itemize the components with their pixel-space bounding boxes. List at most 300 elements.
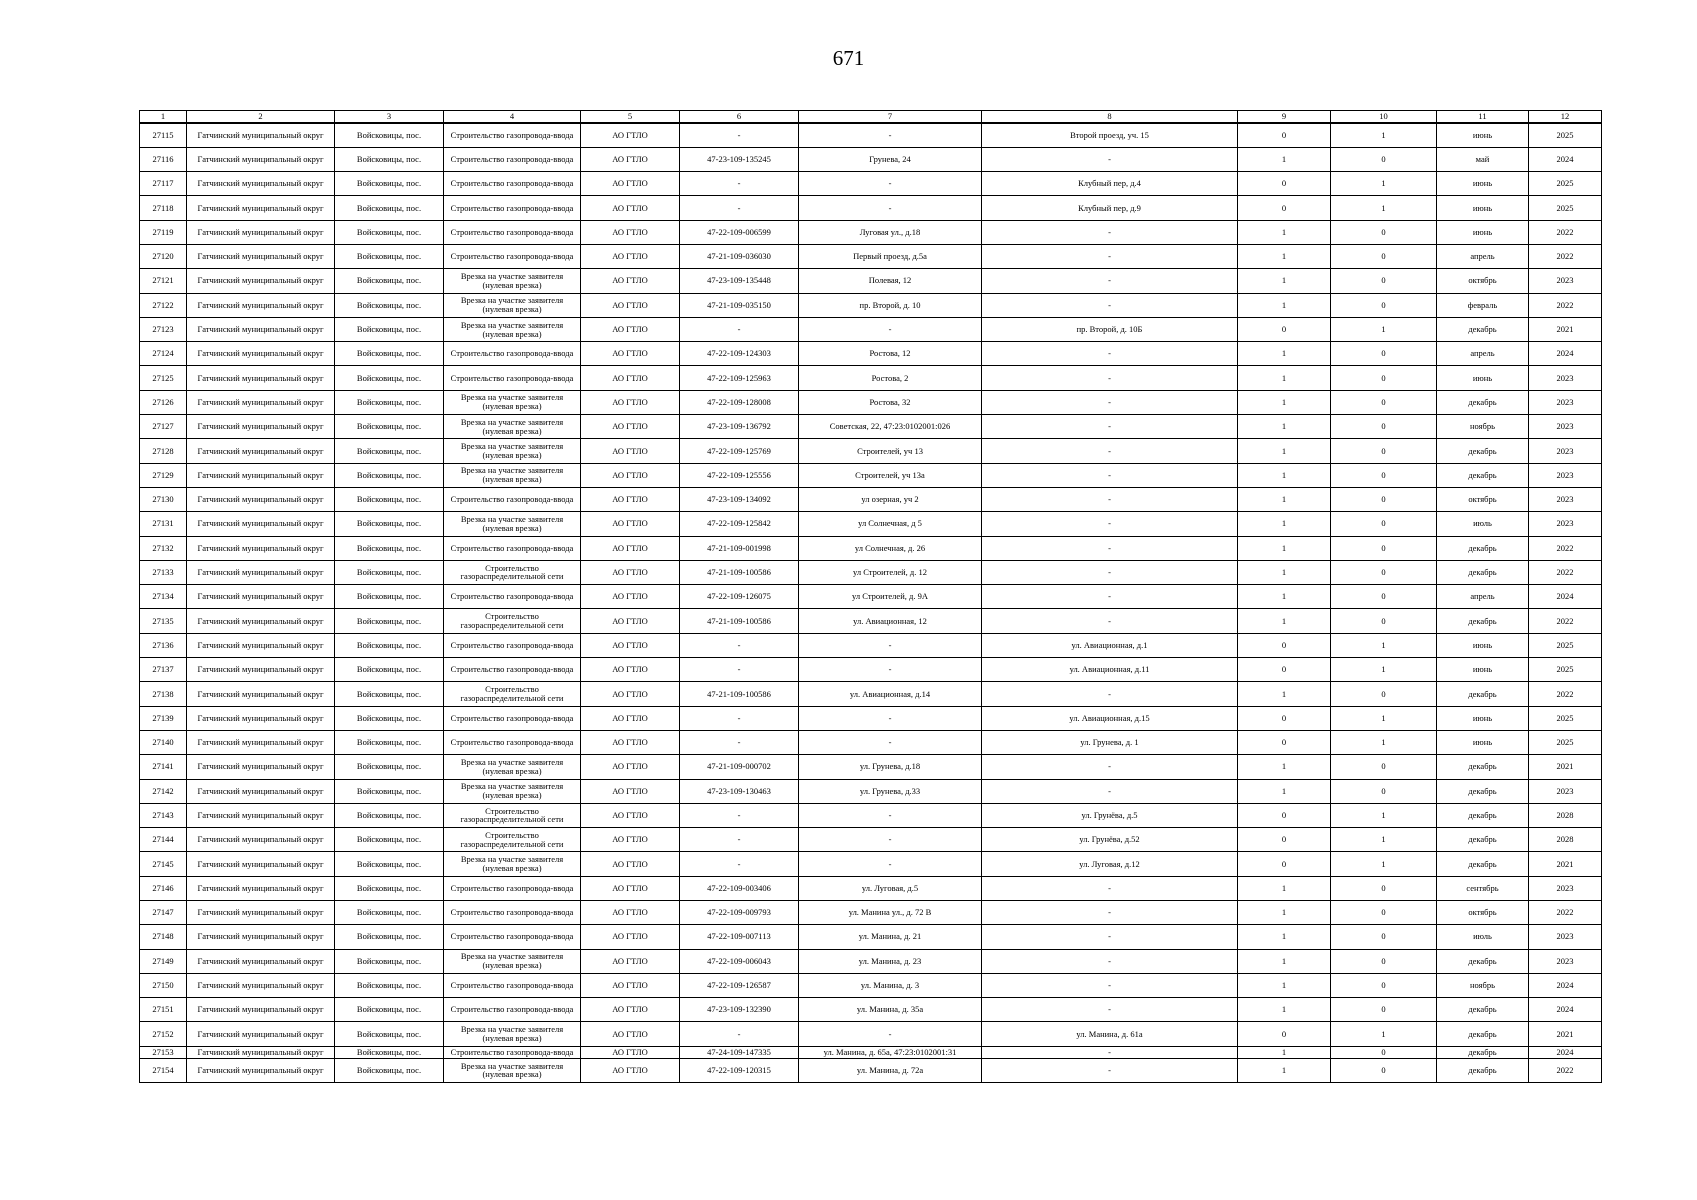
table-cell: АО ГТЛО xyxy=(581,682,680,706)
table-cell: 2024 xyxy=(1529,147,1602,171)
table-cell: 1 xyxy=(1238,536,1331,560)
table-cell: 1 xyxy=(1331,803,1437,827)
table-cell: июнь xyxy=(1437,366,1529,390)
table-cell: АО ГТЛО xyxy=(581,269,680,293)
table-cell: октябрь xyxy=(1437,901,1529,925)
table-cell: Клубный пер, д.4 xyxy=(982,172,1238,196)
table-cell: июль xyxy=(1437,512,1529,536)
table-cell: 0 xyxy=(1238,706,1331,730)
table-cell: 27146 xyxy=(140,876,187,900)
table-cell: АО ГТЛО xyxy=(581,779,680,803)
table-cell: Строительство газопровода-ввода xyxy=(444,366,581,390)
table-cell: 1 xyxy=(1238,147,1331,171)
column-header: 8 xyxy=(982,111,1238,124)
table-cell: 1 xyxy=(1238,220,1331,244)
table-cell: Войсковицы, пос. xyxy=(335,172,444,196)
table-cell: 0 xyxy=(1331,609,1437,633)
table-cell: Гатчинский муниципальный округ xyxy=(187,682,335,706)
column-header: 3 xyxy=(335,111,444,124)
table-cell: Войсковицы, пос. xyxy=(335,1022,444,1046)
table-cell: Войсковицы, пос. xyxy=(335,682,444,706)
table-cell: Войсковицы, пос. xyxy=(335,317,444,341)
column-header: 2 xyxy=(187,111,335,124)
table-cell: Войсковицы, пос. xyxy=(335,633,444,657)
table-cell: 2028 xyxy=(1529,828,1602,852)
table-cell: 2025 xyxy=(1529,706,1602,730)
table-cell: Гатчинский муниципальный округ xyxy=(187,147,335,171)
table-row xyxy=(140,609,1602,633)
table-cell: Гатчинский муниципальный округ xyxy=(187,390,335,414)
column-header: 10 xyxy=(1331,111,1437,124)
table-cell: 0 xyxy=(1331,901,1437,925)
table-cell: - xyxy=(982,949,1238,973)
table-row xyxy=(140,779,1602,803)
table-cell: 1 xyxy=(1238,366,1331,390)
table-cell: - xyxy=(982,779,1238,803)
table-cell: 1 xyxy=(1238,779,1331,803)
table-cell: декабрь xyxy=(1437,852,1529,876)
table-cell: Гатчинский муниципальный округ xyxy=(187,973,335,997)
table-cell: декабрь xyxy=(1437,682,1529,706)
table-cell: 27128 xyxy=(140,439,187,463)
table-cell: Войсковицы, пос. xyxy=(335,828,444,852)
table-cell: 27153 xyxy=(140,1046,187,1058)
table-row xyxy=(140,973,1602,997)
table-cell: Гатчинский муниципальный округ xyxy=(187,585,335,609)
table-cell: 0 xyxy=(1331,487,1437,511)
table-cell: Войсковицы, пос. xyxy=(335,755,444,779)
table-cell: - xyxy=(982,925,1238,949)
table-row xyxy=(140,415,1602,439)
table-cell: 2022 xyxy=(1529,609,1602,633)
table-cell: Строительство газопровода-ввода xyxy=(444,536,581,560)
table-cell: - xyxy=(982,755,1238,779)
table-cell: Гатчинский муниципальный округ xyxy=(187,755,335,779)
table-cell: 47-22-109-126075 xyxy=(680,585,799,609)
table-cell: декабрь xyxy=(1437,998,1529,1022)
table-cell: Гатчинский муниципальный округ xyxy=(187,658,335,682)
table-cell: Гатчинский муниципальный округ xyxy=(187,220,335,244)
column-header: 6 xyxy=(680,111,799,124)
table-row xyxy=(140,682,1602,706)
table-cell: 0 xyxy=(1238,172,1331,196)
table-cell: Гатчинский муниципальный округ xyxy=(187,730,335,754)
table-cell: - xyxy=(680,172,799,196)
table-row xyxy=(140,925,1602,949)
table-cell: - xyxy=(982,147,1238,171)
column-header: 11 xyxy=(1437,111,1529,124)
table-cell: Врезка на участке заявителя (нулевая врезка) xyxy=(444,852,581,876)
table-cell: Гатчинский муниципальный округ xyxy=(187,415,335,439)
table-cell: - xyxy=(982,512,1238,536)
table-cell: 2022 xyxy=(1529,901,1602,925)
table-cell: Гатчинский муниципальный округ xyxy=(187,536,335,560)
table-cell: 0 xyxy=(1331,415,1437,439)
table-cell: ул. Луговая, д.12 xyxy=(982,852,1238,876)
table-cell: 27129 xyxy=(140,463,187,487)
table-cell: 2023 xyxy=(1529,269,1602,293)
table-cell: 0 xyxy=(1238,196,1331,220)
table-cell: 2025 xyxy=(1529,196,1602,220)
table-cell: - xyxy=(799,172,982,196)
table-cell: 1 xyxy=(1238,1046,1331,1058)
table-cell: 1 xyxy=(1238,269,1331,293)
table-cell: Строительство газопровода-ввода xyxy=(444,876,581,900)
table-cell: Врезка на участке заявителя (нулевая врезка) xyxy=(444,512,581,536)
table-cell: 1 xyxy=(1331,706,1437,730)
table-row xyxy=(140,585,1602,609)
table-cell: 2023 xyxy=(1529,439,1602,463)
table-cell: ул. Манина, д. 23 xyxy=(799,949,982,973)
table-cell: ул. Манина, д. 72а xyxy=(799,1058,982,1082)
table-cell: Войсковицы, пос. xyxy=(335,342,444,366)
table-cell: 47-21-109-100586 xyxy=(680,609,799,633)
table-cell: 1 xyxy=(1238,876,1331,900)
table-cell: 0 xyxy=(1331,293,1437,317)
table-cell: АО ГТЛО xyxy=(581,633,680,657)
table-cell: - xyxy=(982,876,1238,900)
table-cell: Войсковицы, пос. xyxy=(335,293,444,317)
table-cell: 0 xyxy=(1331,779,1437,803)
table-cell: Гатчинский муниципальный округ xyxy=(187,269,335,293)
table-cell: 27121 xyxy=(140,269,187,293)
table-cell: 27131 xyxy=(140,512,187,536)
table-cell: ул. Авиационная, д.1 xyxy=(982,633,1238,657)
table-cell: 47-21-109-100586 xyxy=(680,560,799,584)
table-cell: Строительство газопровода-ввода xyxy=(444,487,581,511)
table-cell: Гатчинский муниципальный округ xyxy=(187,925,335,949)
table-cell: Гатчинский муниципальный округ xyxy=(187,317,335,341)
table-cell: - xyxy=(680,317,799,341)
table-cell: - xyxy=(982,415,1238,439)
table-cell: Строительство газопровода-ввода xyxy=(444,196,581,220)
table-cell: Гатчинский муниципальный округ xyxy=(187,706,335,730)
table-row xyxy=(140,244,1602,268)
table-cell: 47-23-109-134092 xyxy=(680,487,799,511)
table-cell: ул Солнечная, д. 26 xyxy=(799,536,982,560)
table-cell: июнь xyxy=(1437,658,1529,682)
table-cell: 2023 xyxy=(1529,487,1602,511)
table-cell: Врезка на участке заявителя (нулевая врезка) xyxy=(444,949,581,973)
table-row xyxy=(140,633,1602,657)
table-cell: Врезка на участке заявителя (нулевая врезка) xyxy=(444,1058,581,1082)
table-cell: апрель xyxy=(1437,585,1529,609)
table-row xyxy=(140,998,1602,1022)
table-cell: Гатчинский муниципальный округ xyxy=(187,487,335,511)
table-cell: 2025 xyxy=(1529,730,1602,754)
table-body xyxy=(140,123,1602,1083)
table-cell: декабрь xyxy=(1437,463,1529,487)
table-cell: 2025 xyxy=(1529,633,1602,657)
table-cell: Войсковицы, пос. xyxy=(335,925,444,949)
table-cell: 1 xyxy=(1238,901,1331,925)
table-row xyxy=(140,487,1602,511)
table-cell: АО ГТЛО xyxy=(581,342,680,366)
table-cell: 0 xyxy=(1331,876,1437,900)
table-cell: Второй проезд, уч. 15 xyxy=(982,123,1238,147)
table-cell: декабрь xyxy=(1437,1022,1529,1046)
table-cell: Строительство газопровода-ввода xyxy=(444,585,581,609)
table-cell: 27124 xyxy=(140,342,187,366)
table-row xyxy=(140,658,1602,682)
table-cell: 2023 xyxy=(1529,925,1602,949)
table-cell: Врезка на участке заявителя (нулевая врезка) xyxy=(444,390,581,414)
table-cell: июнь xyxy=(1437,123,1529,147)
column-header: 5 xyxy=(581,111,680,124)
table-cell: 47-23-109-135448 xyxy=(680,269,799,293)
table-cell: 1 xyxy=(1331,633,1437,657)
table-cell: Войсковицы, пос. xyxy=(335,803,444,827)
table-cell: Войсковицы, пос. xyxy=(335,560,444,584)
table-cell: АО ГТЛО xyxy=(581,585,680,609)
table-cell: Гатчинский муниципальный округ xyxy=(187,463,335,487)
table-cell: АО ГТЛО xyxy=(581,172,680,196)
table-cell: Строительство газораспределительной сети xyxy=(444,682,581,706)
table-cell: декабрь xyxy=(1437,779,1529,803)
table-cell: Врезка на участке заявителя (нулевая врезка) xyxy=(444,269,581,293)
table-cell: июнь xyxy=(1437,172,1529,196)
table-cell: - xyxy=(799,658,982,682)
table-cell: Грунева, 24 xyxy=(799,147,982,171)
table-cell: 47-22-109-125556 xyxy=(680,463,799,487)
table-cell: 0 xyxy=(1331,1058,1437,1082)
table-cell: АО ГТЛО xyxy=(581,366,680,390)
table-cell: 0 xyxy=(1331,366,1437,390)
table-cell: АО ГТЛО xyxy=(581,123,680,147)
table-cell: 2024 xyxy=(1529,342,1602,366)
table-cell: 1 xyxy=(1331,658,1437,682)
table-cell: АО ГТЛО xyxy=(581,1058,680,1082)
table-cell: Войсковицы, пос. xyxy=(335,463,444,487)
table-cell: Врезка на участке заявителя (нулевая врезка) xyxy=(444,415,581,439)
table-cell: Гатчинский муниципальный округ xyxy=(187,633,335,657)
table-cell: 47-23-109-136792 xyxy=(680,415,799,439)
table-cell: 1 xyxy=(1238,609,1331,633)
table-cell: ул. Авиационная, д.14 xyxy=(799,682,982,706)
table-cell: 27119 xyxy=(140,220,187,244)
table-cell: Войсковицы, пос. xyxy=(335,706,444,730)
table-cell: 27126 xyxy=(140,390,187,414)
table-cell: 0 xyxy=(1331,755,1437,779)
table-row xyxy=(140,1058,1602,1082)
table-cell: 47-21-109-036030 xyxy=(680,244,799,268)
table-cell: 1 xyxy=(1238,487,1331,511)
table-cell: Полевая, 12 xyxy=(799,269,982,293)
table-cell: АО ГТЛО xyxy=(581,1046,680,1058)
table-cell: - xyxy=(799,196,982,220)
table-cell: 27142 xyxy=(140,779,187,803)
table-cell: - xyxy=(799,852,982,876)
table-cell: декабрь xyxy=(1437,949,1529,973)
table-cell: - xyxy=(982,269,1238,293)
table-cell: - xyxy=(799,803,982,827)
table-cell: 2024 xyxy=(1529,998,1602,1022)
table-cell: АО ГТЛО xyxy=(581,658,680,682)
table-cell: 47-21-109-035150 xyxy=(680,293,799,317)
table-cell: 0 xyxy=(1331,220,1437,244)
table-cell: 1 xyxy=(1331,1022,1437,1046)
table-cell: АО ГТЛО xyxy=(581,803,680,827)
table-cell: АО ГТЛО xyxy=(581,706,680,730)
table-cell: АО ГТЛО xyxy=(581,439,680,463)
table-cell: Гатчинский муниципальный округ xyxy=(187,1022,335,1046)
table-cell: 2023 xyxy=(1529,366,1602,390)
table-cell: Войсковицы, пос. xyxy=(335,730,444,754)
table-cell: АО ГТЛО xyxy=(581,1022,680,1046)
table-cell: Гатчинский муниципальный округ xyxy=(187,439,335,463)
table-cell: 2025 xyxy=(1529,123,1602,147)
table-cell: 0 xyxy=(1238,123,1331,147)
table-cell: 47-22-109-125963 xyxy=(680,366,799,390)
table-cell: - xyxy=(799,706,982,730)
registry-table xyxy=(139,110,1602,1083)
table-row xyxy=(140,439,1602,463)
table-cell: 1 xyxy=(1238,244,1331,268)
table-cell: АО ГТЛО xyxy=(581,998,680,1022)
column-header: 4 xyxy=(444,111,581,124)
table-cell: 47-23-109-130463 xyxy=(680,779,799,803)
table-cell: пр. Второй, д. 10Б xyxy=(982,317,1238,341)
table-cell: 27151 xyxy=(140,998,187,1022)
table-cell: ул. Авиационная, 12 xyxy=(799,609,982,633)
table-cell: 1 xyxy=(1238,925,1331,949)
table-cell: - xyxy=(799,633,982,657)
table-cell: 2028 xyxy=(1529,803,1602,827)
table-cell: 0 xyxy=(1331,269,1437,293)
table-cell: Войсковицы, пос. xyxy=(335,220,444,244)
table-cell: Гатчинский муниципальный округ xyxy=(187,779,335,803)
table-row xyxy=(140,706,1602,730)
table-cell: Гатчинский муниципальный округ xyxy=(187,852,335,876)
table-cell: Войсковицы, пос. xyxy=(335,439,444,463)
table-cell: - xyxy=(680,196,799,220)
table-cell: Строительство газопровода-ввода xyxy=(444,633,581,657)
table-cell: декабрь xyxy=(1437,536,1529,560)
table-cell: - xyxy=(799,828,982,852)
table-cell: Ростова, 12 xyxy=(799,342,982,366)
table-cell: - xyxy=(982,585,1238,609)
table-cell: декабрь xyxy=(1437,1058,1529,1082)
table-cell: АО ГТЛО xyxy=(581,901,680,925)
table-row xyxy=(140,147,1602,171)
table-cell: 1 xyxy=(1238,682,1331,706)
table-cell: октябрь xyxy=(1437,487,1529,511)
table-cell: Строительство газопровода-ввода xyxy=(444,925,581,949)
table-cell: 2022 xyxy=(1529,536,1602,560)
table-cell: Войсковицы, пос. xyxy=(335,852,444,876)
table-cell: ул. Луговая, д.5 xyxy=(799,876,982,900)
table-cell: 0 xyxy=(1331,342,1437,366)
table-cell: Строительство газораспределительной сети xyxy=(444,560,581,584)
table-cell: 47-23-109-135245 xyxy=(680,147,799,171)
table-cell: 2023 xyxy=(1529,512,1602,536)
table-cell: 47-22-109-125769 xyxy=(680,439,799,463)
table-cell: Войсковицы, пос. xyxy=(335,366,444,390)
table-cell: Ростова, 32 xyxy=(799,390,982,414)
table-cell: июнь xyxy=(1437,706,1529,730)
table-cell: Войсковицы, пос. xyxy=(335,196,444,220)
table-cell: декабрь xyxy=(1437,560,1529,584)
table-cell: 1 xyxy=(1238,342,1331,366)
table-cell: декабрь xyxy=(1437,755,1529,779)
table-cell: 47-21-109-001998 xyxy=(680,536,799,560)
table-cell: ул озерная, уч 2 xyxy=(799,487,982,511)
table-cell: июль xyxy=(1437,925,1529,949)
table-cell: - xyxy=(982,439,1238,463)
table-cell: декабрь xyxy=(1437,803,1529,827)
table-cell: Гатчинский муниципальный округ xyxy=(187,172,335,196)
table-row xyxy=(140,220,1602,244)
table-cell: 1 xyxy=(1331,852,1437,876)
table-cell: 0 xyxy=(1331,512,1437,536)
table-row xyxy=(140,949,1602,973)
table-cell: Советская, 22, 47:23:0102001:026 xyxy=(799,415,982,439)
table-cell: 1 xyxy=(1331,317,1437,341)
table-cell: 1 xyxy=(1238,973,1331,997)
table-cell: АО ГТЛО xyxy=(581,415,680,439)
table-cell: Строительство газопровода-ввода xyxy=(444,220,581,244)
table-cell: - xyxy=(680,706,799,730)
table-cell: Гатчинский муниципальный округ xyxy=(187,342,335,366)
table-cell: Войсковицы, пос. xyxy=(335,390,444,414)
table-cell: 2022 xyxy=(1529,220,1602,244)
table-cell: ул. Манина, д. 3 xyxy=(799,973,982,997)
table-cell: июнь xyxy=(1437,633,1529,657)
table-cell: ул. Грунева, д.18 xyxy=(799,755,982,779)
table-cell: 0 xyxy=(1238,730,1331,754)
table-cell: Врезка на участке заявителя (нулевая врезка) xyxy=(444,439,581,463)
table-cell: Строительство газораспределительной сети xyxy=(444,609,581,633)
table-cell: 1 xyxy=(1238,998,1331,1022)
page-number: 671 xyxy=(832,46,865,70)
table-cell: Гатчинский муниципальный округ xyxy=(187,512,335,536)
table-cell: ул. Грунева, д. 1 xyxy=(982,730,1238,754)
table-cell: июнь xyxy=(1437,220,1529,244)
table-cell: Гатчинский муниципальный округ xyxy=(187,998,335,1022)
table-cell: АО ГТЛО xyxy=(581,487,680,511)
table-cell: 47-22-109-128008 xyxy=(680,390,799,414)
table-cell: АО ГТЛО xyxy=(581,536,680,560)
table-cell: 1 xyxy=(1238,463,1331,487)
table-cell: - xyxy=(982,901,1238,925)
table-cell: Строительство газопровода-ввода xyxy=(444,147,581,171)
table-cell: 1 xyxy=(1238,415,1331,439)
table-cell: пр. Второй, д. 10 xyxy=(799,293,982,317)
table-row xyxy=(140,390,1602,414)
table-cell: АО ГТЛО xyxy=(581,244,680,268)
table-cell: АО ГТЛО xyxy=(581,876,680,900)
table-cell: Строительство газопровода-ввода xyxy=(444,998,581,1022)
table-row xyxy=(140,1046,1602,1058)
table-cell: - xyxy=(982,342,1238,366)
table-row xyxy=(140,196,1602,220)
table-cell: 47-22-109-120315 xyxy=(680,1058,799,1082)
table-cell: Строительство газопровода-ввода xyxy=(444,244,581,268)
table-cell: - xyxy=(680,658,799,682)
table-cell: 47-22-109-124303 xyxy=(680,342,799,366)
table-cell: АО ГТЛО xyxy=(581,463,680,487)
table-row xyxy=(140,560,1602,584)
table-cell: АО ГТЛО xyxy=(581,949,680,973)
table-cell: 0 xyxy=(1331,390,1437,414)
table-cell: 47-21-109-000702 xyxy=(680,755,799,779)
table-cell: ул. Манина, д. 21 xyxy=(799,925,982,949)
table-cell: Войсковицы, пос. xyxy=(335,147,444,171)
table-cell: Строительство газопровода-ввода xyxy=(444,123,581,147)
table-cell: 2021 xyxy=(1529,1022,1602,1046)
table-cell: Гатчинский муниципальный округ xyxy=(187,901,335,925)
table-cell: Гатчинский муниципальный округ xyxy=(187,803,335,827)
